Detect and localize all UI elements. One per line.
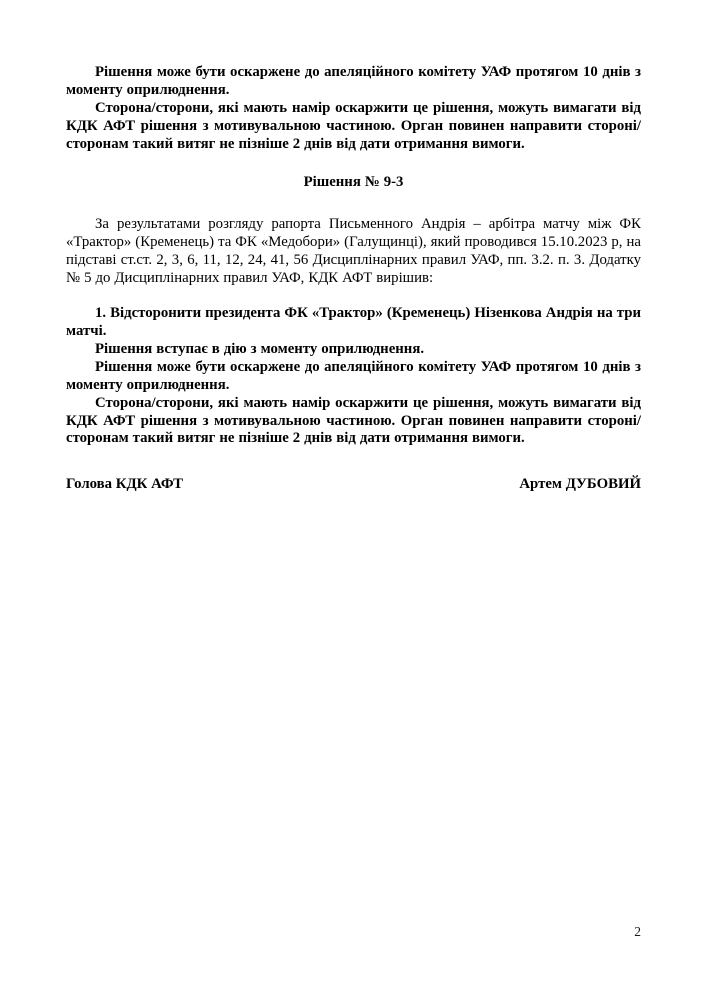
paragraph-appeal-deadline: Рішення може бути оскаржене до апеляційного комітету УАФ протягом 10 днів з моменту оприлюднення. [66, 64, 641, 98]
signature-title: Голова КДК АФТ [66, 476, 184, 493]
paragraph-appeal-deadline-2: Рішення може бути оскаржене до апеляційного комітету УАФ протягом 10 днів з моменту оприлюднення. [66, 358, 641, 393]
signature-row [66, 476, 641, 494]
paragraph-decision-item-1: 1. Відсторонити президента ФК «Трактор» (Кременець) Нізенкова Андрія на три матчі. [66, 305, 641, 339]
document-body [66, 64, 641, 494]
decision-heading: Рішення № 9-3 [303, 173, 404, 190]
paragraph-effective-date: Рішення вступає в дію з моменту оприлюднення. [95, 340, 425, 357]
paragraph-preamble: За результатами розгляду рапорта Письменного Андрія – арбітра матчу між ФК «Трактор» (Кременець) та ФК «Медобори» (Галущинці), який проводився 15.10.2023 р, на підставі ст.ст. 2, 3, 6, 11, 12, 24, 41, 56 Дисциплінарних правил УАФ, пп. 3.2. п. 3. Додатку № 5 до Дисциплінарних правил УАФ, КДК АФТ вирішив: [66, 216, 641, 287]
page-number: 2 [634, 924, 641, 939]
paragraph-appeal-procedure-2: Сторона/сторони, які мають намір оскаржити це рішення, можуть вимагати від КДК АФТ рішення з мотивувальною частиною. Орган повинен направити стороні/сторонам такий витяг не пізніше 2 днів від дати отримання вимоги. [66, 394, 641, 447]
signature-name: Артем ДУБОВИЙ [519, 476, 641, 493]
paragraph-appeal-procedure: Сторона/сторони, які мають намір оскаржити це рішення, можуть вимагати від КДК АФТ рішення з мотивувальною частиною. Орган повинен направити стороні/сторонам такий витяг не пізніше 2 днів від дати отримання вимоги. [66, 99, 641, 152]
